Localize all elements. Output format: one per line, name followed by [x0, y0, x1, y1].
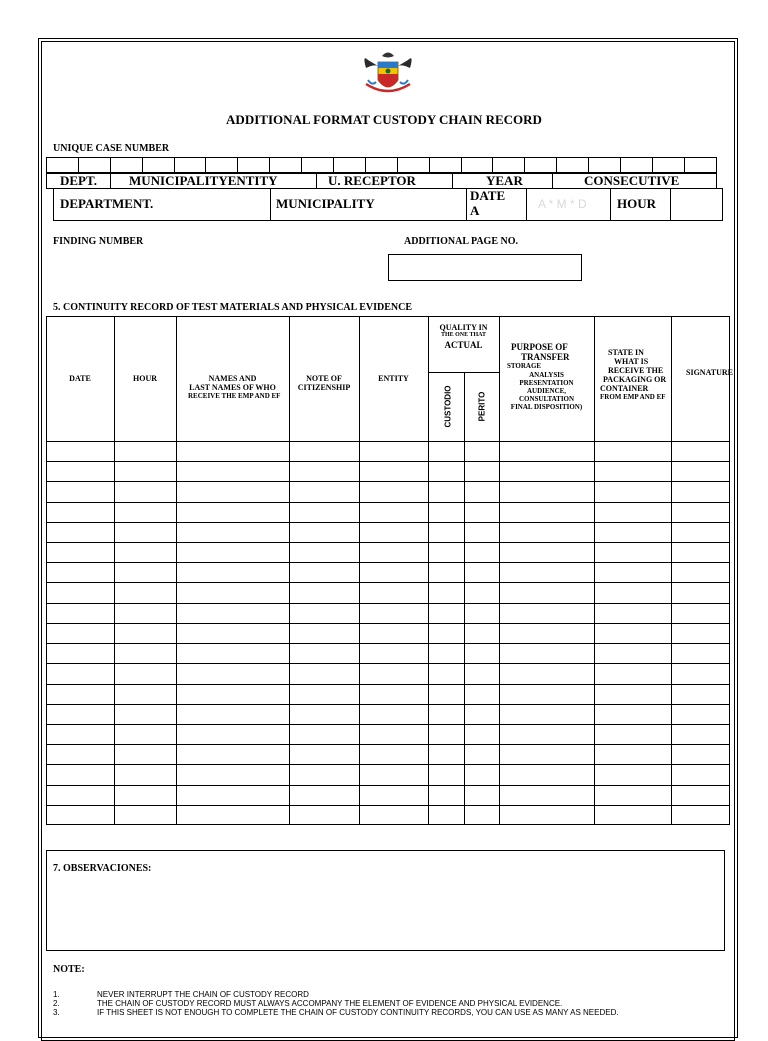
table-row-line — [46, 522, 730, 523]
table-row-line — [46, 704, 730, 705]
table-row-line — [46, 461, 730, 462]
table-row-line — [46, 502, 730, 503]
table-row-line — [46, 744, 730, 745]
case-digit-cell[interactable] — [270, 158, 302, 173]
dept-label: DEPT. — [60, 173, 97, 188]
case-digit-cell[interactable] — [397, 158, 429, 173]
col-quality-header: QUALITY IN THE ONE THAT ACTUAL — [439, 323, 488, 350]
section5-title: 5. CONTINUITY RECORD OF TEST MATERIALS AND PHYSICAL EVIDENCE — [53, 302, 413, 313]
case-digit-cell[interactable] — [493, 158, 525, 173]
table-row-line — [46, 562, 730, 563]
col-citizenship-header: NOTE OF CITIZENSHIP — [297, 374, 351, 392]
note-item-text: THE CHAIN OF CUSTODY RECORD MUST ALWAYS ACCOMPANY THE ELEMENT OF EVIDENCE AND PHYSICAL EVIDENCE. — [97, 999, 563, 1008]
col-hour-header: HOUR — [133, 374, 157, 383]
col-entity-header: ENTITY — [378, 374, 409, 383]
table-row-line — [46, 805, 730, 806]
case-digit-cell[interactable] — [206, 158, 238, 173]
case-digit-cell[interactable] — [47, 158, 79, 173]
table-row-line — [46, 663, 730, 664]
case-digit-cell[interactable] — [142, 158, 174, 173]
case-digit-cell[interactable] — [174, 158, 206, 173]
observations-title: 7. OBSERVACIONES: — [53, 863, 152, 874]
table-row-line — [46, 643, 730, 644]
u-receptor-label: U. RECEPTOR — [328, 173, 416, 188]
table-row-line — [46, 481, 730, 482]
col-custodio-header: CUSTODIO — [443, 385, 453, 428]
form-title: ADDITIONAL FORMAT CUSTODY CHAIN RECORD — [226, 112, 542, 127]
table-row-line — [46, 724, 730, 725]
case-digit-cell[interactable] — [334, 158, 366, 173]
case-digit-cell[interactable] — [302, 158, 334, 173]
note-item-number: 1. — [53, 990, 60, 999]
department-label: DEPARTMENT. — [60, 196, 154, 211]
table-row-line — [46, 785, 730, 786]
date-placeholder[interactable]: A * M * D — [538, 197, 587, 211]
note-item-number: 2. — [53, 999, 60, 1008]
case-number-grid — [46, 157, 717, 173]
note-item-text: IF THIS SHEET IS NOT ENOUGH TO COMPLETE THE CHAIN OF CUSTODY CONTINUITY RECORDS, YOU CAN USE AS MANY AS NEEDED. — [97, 1008, 619, 1017]
col-signature-header: SIGNATURE — [686, 368, 733, 377]
coat-of-arms-icon — [360, 50, 416, 100]
table-row-line — [46, 582, 730, 583]
municipality-entity-label: MUNICIPALITYENTITY — [129, 173, 278, 188]
table-row-line — [46, 623, 730, 624]
table-row-line — [46, 441, 730, 442]
case-digit-cell[interactable] — [525, 158, 557, 173]
table-row-line — [46, 542, 730, 543]
case-digit-cell[interactable] — [652, 158, 684, 173]
col-names-header: NAMES AND LAST NAMES OF WHO RECEIVE THE EMP AND EF — [188, 374, 281, 400]
case-digit-cell[interactable] — [589, 158, 621, 173]
case-digit-cell[interactable] — [557, 158, 589, 173]
year-label: YEAR — [486, 173, 523, 188]
case-digit-cell[interactable] — [78, 158, 110, 173]
note-item-text: NEVER INTERRUPT THE CHAIN OF CUSTODY RECORD — [97, 990, 309, 999]
date-label: DATE A — [470, 188, 506, 218]
case-digit-cell[interactable] — [238, 158, 270, 173]
col-perito-header: PERITO — [477, 391, 487, 422]
table-row-line — [46, 603, 730, 604]
table-row-line — [46, 684, 730, 685]
additional-page-label: ADDITIONAL PAGE NO. — [404, 236, 518, 247]
table-row-line — [46, 764, 730, 765]
case-digit-cell[interactable] — [621, 158, 653, 173]
note-title: NOTE: — [53, 964, 85, 975]
municipality-label: MUNICIPALITY — [276, 196, 375, 211]
note-item-number: 3. — [53, 1008, 60, 1017]
case-digit-cell[interactable] — [429, 158, 461, 173]
col-date-header: DATE — [69, 374, 91, 383]
case-digit-cell[interactable] — [461, 158, 493, 173]
hour-label: HOUR — [617, 196, 656, 211]
additional-page-input[interactable] — [388, 254, 582, 281]
case-digit-cell[interactable] — [365, 158, 397, 173]
col-state-header: STATE IN WHAT IS RECEIVE THE PACKAGING OR CONTAINER FROM EMP AND EF — [600, 348, 667, 401]
case-digit-cell[interactable] — [110, 158, 142, 173]
finding-number-label: FINDING NUMBER — [53, 236, 144, 247]
consecutive-label: CONSECUTIVE — [584, 173, 680, 188]
case-digit-cell[interactable] — [684, 158, 716, 173]
col-purpose-header: PURPOSE OF TRANSFER STORAGE ANALYSIS PRESENTATION AUDIENCE, CONSULTATION FINAL DISPOSITION) — [507, 342, 583, 411]
unique-case-number-label: UNIQUE CASE NUMBER — [53, 143, 170, 154]
